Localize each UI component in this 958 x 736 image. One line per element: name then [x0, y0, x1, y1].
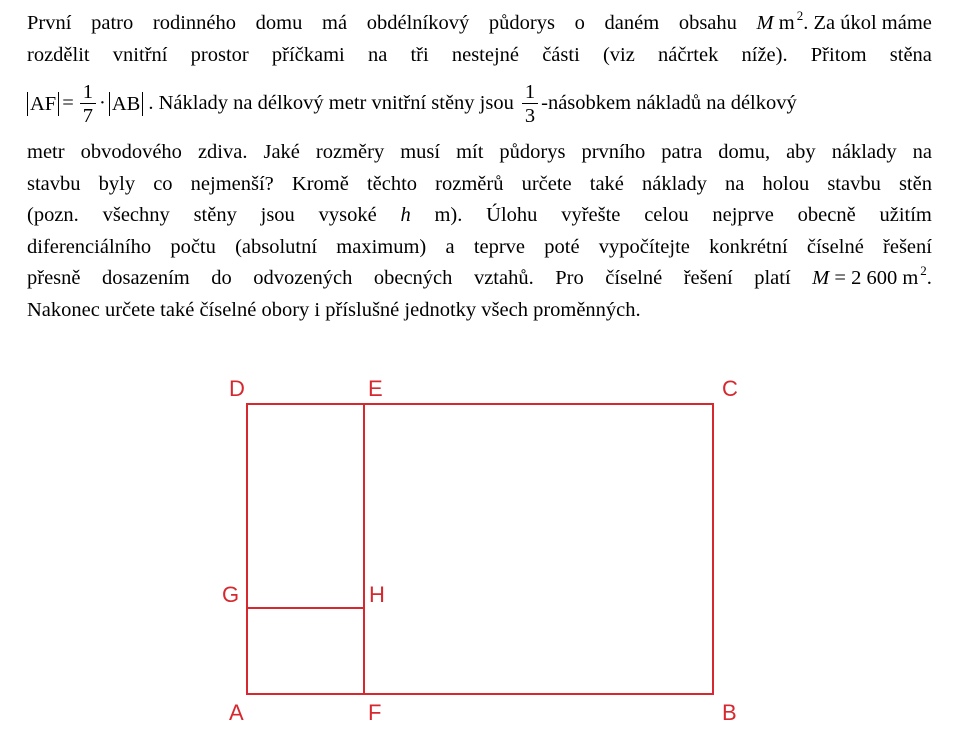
word: řešení — [883, 235, 932, 258]
word: (absolutní — [235, 235, 318, 258]
word: tři — [410, 43, 429, 66]
word: m). — [434, 204, 463, 226]
word: části — [542, 43, 580, 66]
word: vysoké — [318, 204, 377, 226]
word: jsou — [260, 204, 295, 226]
word: počtu — [170, 235, 216, 258]
word: patro — [91, 12, 134, 34]
label-e: E — [368, 376, 383, 401]
word: konkrétní — [709, 235, 788, 258]
word: Přitom — [810, 43, 867, 66]
word: rozměry — [315, 141, 385, 163]
word: co — [153, 172, 173, 195]
word: vztahů. — [473, 267, 534, 289]
word: nestejné — [451, 43, 520, 66]
word: (pozn. — [27, 204, 79, 226]
segment-af: AF — [27, 92, 59, 116]
word: domu, — [718, 141, 771, 163]
label-c: C — [722, 376, 738, 401]
word: řešení — [683, 267, 733, 289]
word: prostor — [190, 43, 249, 66]
word: také — [589, 172, 624, 195]
equals-sign: = — [834, 267, 846, 289]
label-b: B — [722, 700, 737, 725]
word: obdélníkový — [366, 12, 470, 34]
equals-sign: = — [62, 92, 74, 115]
label-h: H — [369, 582, 385, 607]
word: stavbu — [827, 172, 881, 195]
word: do — [211, 267, 232, 289]
frac1-den: 7 — [82, 104, 94, 127]
word: náklady — [642, 172, 707, 195]
word: Kromě — [291, 172, 349, 195]
label-d: D — [229, 376, 245, 401]
var-h: h — [400, 204, 411, 226]
word: všechny — [102, 204, 170, 226]
word: těchto — [366, 172, 418, 195]
word: aby — [786, 141, 816, 163]
frac2-num: 1 — [522, 81, 538, 104]
word: nejprve — [712, 204, 774, 226]
word: má — [322, 12, 348, 34]
word: půdorys — [499, 141, 566, 163]
word: stěny — [193, 204, 237, 226]
line3-tail: -násobkem nákladů na délkový — [541, 92, 797, 115]
word: rozdělit — [27, 43, 90, 66]
line8-end: . — [926, 267, 932, 289]
word: užitím — [879, 204, 932, 226]
label-a: A — [229, 700, 244, 725]
word: Úlohu — [486, 204, 538, 226]
word: půdorys — [488, 12, 555, 34]
label-f: F — [368, 700, 382, 725]
word: domu — [255, 12, 303, 34]
word: metr — [27, 141, 65, 163]
exponent: 2 — [920, 263, 927, 278]
word: vyřešte — [561, 204, 621, 226]
var-m: M — [812, 267, 830, 289]
word: patra — [661, 141, 703, 163]
word: číselné — [806, 235, 864, 258]
word: obecných — [373, 267, 453, 289]
word: stěna — [889, 43, 932, 66]
word: přesně — [27, 267, 81, 289]
word: na — [725, 172, 745, 195]
word: rodinného — [152, 12, 236, 34]
word: níže). — [741, 43, 788, 66]
word: a — [445, 235, 455, 258]
word: dosazením — [102, 267, 190, 289]
frac2-den: 3 — [524, 104, 536, 127]
word: holou — [762, 172, 810, 195]
word: teprve — [473, 235, 526, 258]
dot-operator: · — [99, 92, 106, 115]
word: daném — [604, 12, 660, 34]
plan-walls — [247, 404, 713, 694]
word: celou — [644, 204, 689, 226]
word: na — [912, 141, 932, 163]
word: o — [574, 12, 585, 34]
word: Pro — [555, 267, 584, 289]
word: obecně — [797, 204, 856, 226]
word: nejmenší? — [190, 172, 274, 195]
word: náklady — [831, 141, 897, 163]
word: platí — [754, 267, 791, 289]
word: stěn — [898, 172, 932, 195]
word: stavbu — [27, 172, 81, 195]
line1-end: . Za úkol máme — [803, 12, 932, 34]
word: poté — [544, 235, 580, 258]
word: mít — [456, 141, 484, 163]
word: vnitřní — [112, 43, 168, 66]
word: obsahu — [678, 12, 737, 34]
word: náčrtek — [658, 43, 719, 66]
word: obvodového — [80, 141, 182, 163]
word: zdiva. — [197, 141, 248, 163]
unit-m: m — [902, 267, 919, 289]
segment-ab: AB — [109, 92, 143, 116]
word: První — [27, 12, 72, 34]
word: byly — [98, 172, 136, 195]
word: musí — [400, 141, 441, 163]
outer-wall — [247, 404, 713, 694]
word: prvního — [581, 141, 646, 163]
unit-m: m — [778, 12, 795, 34]
word: odvozených — [253, 267, 353, 289]
word: diferenciálního — [27, 235, 152, 258]
line-9: Nakonec určete také číselné obory i příslušné jednotky všech proměnných. — [27, 298, 641, 321]
word: číselné — [605, 267, 663, 289]
word: vypočítejte — [598, 235, 690, 258]
exponent: 2 — [796, 8, 804, 23]
word: určete — [521, 172, 572, 195]
line3-text: . Náklady na délkový metr vnitřní stěny jsou — [148, 92, 514, 115]
word: maximum) — [336, 235, 427, 258]
word: (viz — [602, 43, 635, 66]
area-value: 2 600 — [851, 267, 898, 289]
frac1-num: 1 — [80, 81, 96, 104]
label-g: G — [222, 582, 240, 607]
word: na — [367, 43, 388, 66]
word: příčkami — [271, 43, 345, 66]
var-m: M — [756, 12, 774, 34]
word: Jaké — [263, 141, 300, 163]
word: rozměrů — [435, 172, 504, 195]
